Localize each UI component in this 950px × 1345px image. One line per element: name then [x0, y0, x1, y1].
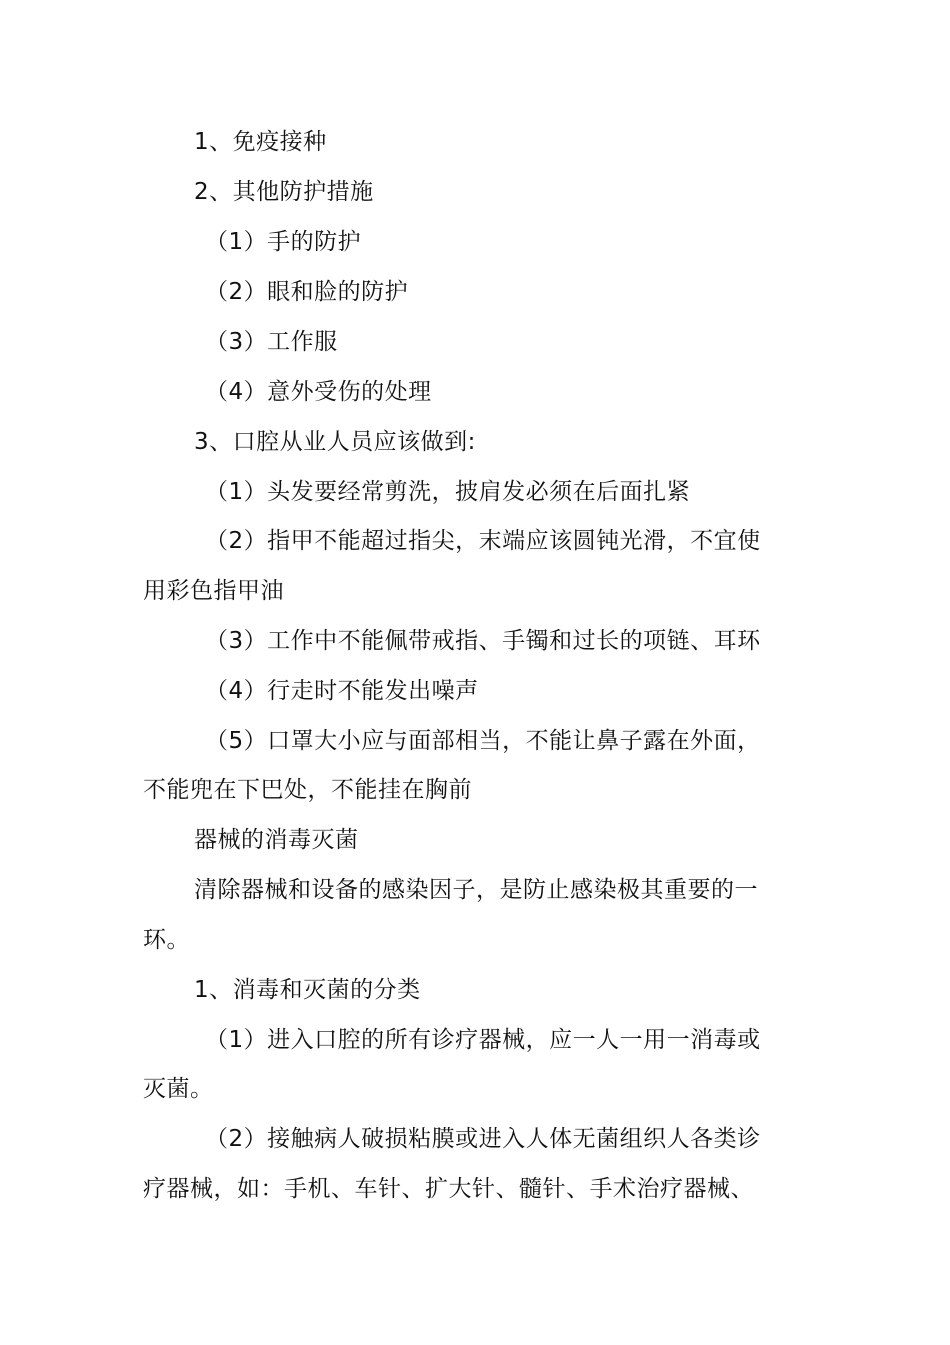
sub-item-hand-protection: （1）手的防护 [205, 229, 362, 255]
list-item-classification: 1、消毒和灭菌的分类 [194, 977, 421, 1003]
sub-item-contact-instruments-continued: 疗器械，如：手机、车针、扩大针、髓针、手术治疗器械、 [143, 1176, 754, 1202]
sub-item-walking-noise: （4）行走时不能发出噪声 [205, 678, 479, 704]
paragraph-infection-factors-continued: 环。 [143, 927, 190, 953]
sub-item-nails: （2）指甲不能超过指尖，末端应该圆钝光滑，不宜使 [205, 528, 761, 554]
paragraph-infection-factors: 清除器械和设备的感染因子，是防止感染极其重要的一 [194, 877, 758, 903]
sub-item-oral-instruments: （1）进入口腔的所有诊疗器械，应一人一用一消毒或 [205, 1027, 761, 1053]
sub-item-contact-instruments: （2）接触病人破损粘膜或进入人体无菌组织人各类诊 [205, 1126, 761, 1152]
sub-item-eye-face-protection: （2）眼和脸的防护 [205, 279, 409, 305]
sub-item-oral-instruments-continued: 灭菌。 [143, 1076, 214, 1102]
sub-item-hair: （1）头发要经常剪洗，披肩发必须在后面扎紧 [205, 479, 691, 505]
sub-item-accidental-injury: （4）意外受伤的处理 [205, 379, 432, 405]
sub-item-mask: （5）口罩大小应与面部相当，不能让鼻子露在外面， [205, 728, 761, 754]
sub-item-nails-continued: 用彩色指甲油 [143, 578, 284, 604]
sub-item-work-clothes: （3）工作服 [205, 329, 338, 355]
list-item-other-protection: 2、其他防护措施 [194, 179, 374, 205]
section-heading-sterilization: 器械的消毒灭菌 [194, 827, 359, 853]
sub-item-mask-continued: 不能兜在下巴处，不能挂在胸前 [143, 777, 472, 803]
sub-item-jewelry: （3）工作中不能佩带戒指、手镯和过长的项链、耳环 [205, 628, 761, 654]
list-item-immunization: 1、免疫接种 [194, 129, 327, 155]
list-item-staff-requirements: 3、口腔从业人员应该做到: [194, 429, 476, 455]
